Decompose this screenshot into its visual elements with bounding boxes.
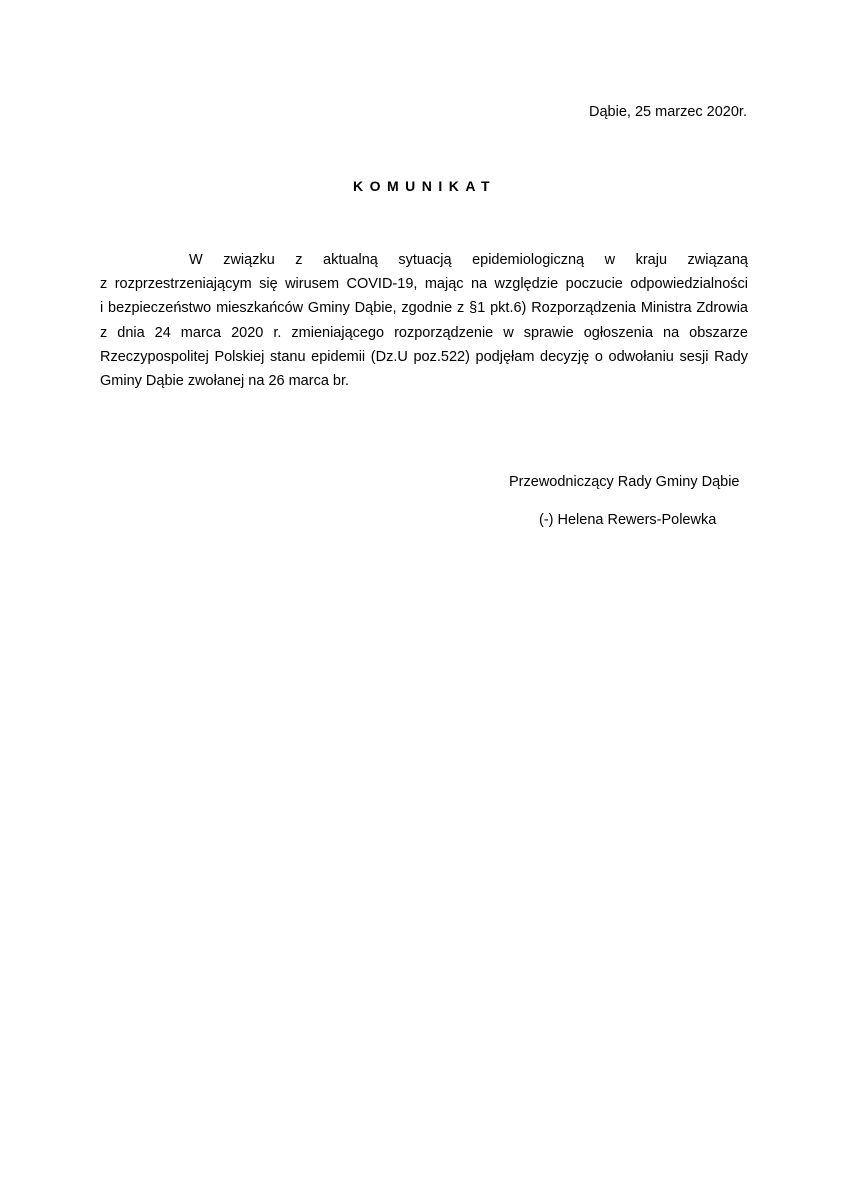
signature-title: Przewodniczący Rady Gminy Dąbie (509, 474, 740, 490)
announcement-body (100, 248, 748, 393)
body-line: z rozprzestrzeniającym się wirusem COVID-19, mając na względzie poczucie odpowiedzialności (100, 276, 748, 293)
body-line: z dnia 24 marca 2020 r. zmieniającego rozporządzenie w sprawie ogłoszenia na obszarze (100, 324, 748, 341)
document-title: KOMUNIKAT (352, 178, 496, 194)
body-line: Rzeczypospolitej Polskiej stanu epidemii (Dz.U poz.522) podjęłam decyzję o odwołaniu sesji Rady (100, 348, 748, 365)
body-line: Gminy Dąbie zwołanej na 26 marca br. (100, 373, 350, 390)
document-date: Dąbie, 25 marzec 2020r. (589, 104, 747, 120)
signature-name: (-) Helena Rewers-Polewka (539, 512, 717, 528)
body-line: i bezpieczeństwo mieszkańców Gminy Dąbie, zgodnie z §1 pkt.6) Rozporządzenia Ministra Zdrowia (100, 300, 748, 317)
body-line: W związku z aktualną sytuacją epidemiologiczną w kraju związaną (189, 252, 748, 268)
